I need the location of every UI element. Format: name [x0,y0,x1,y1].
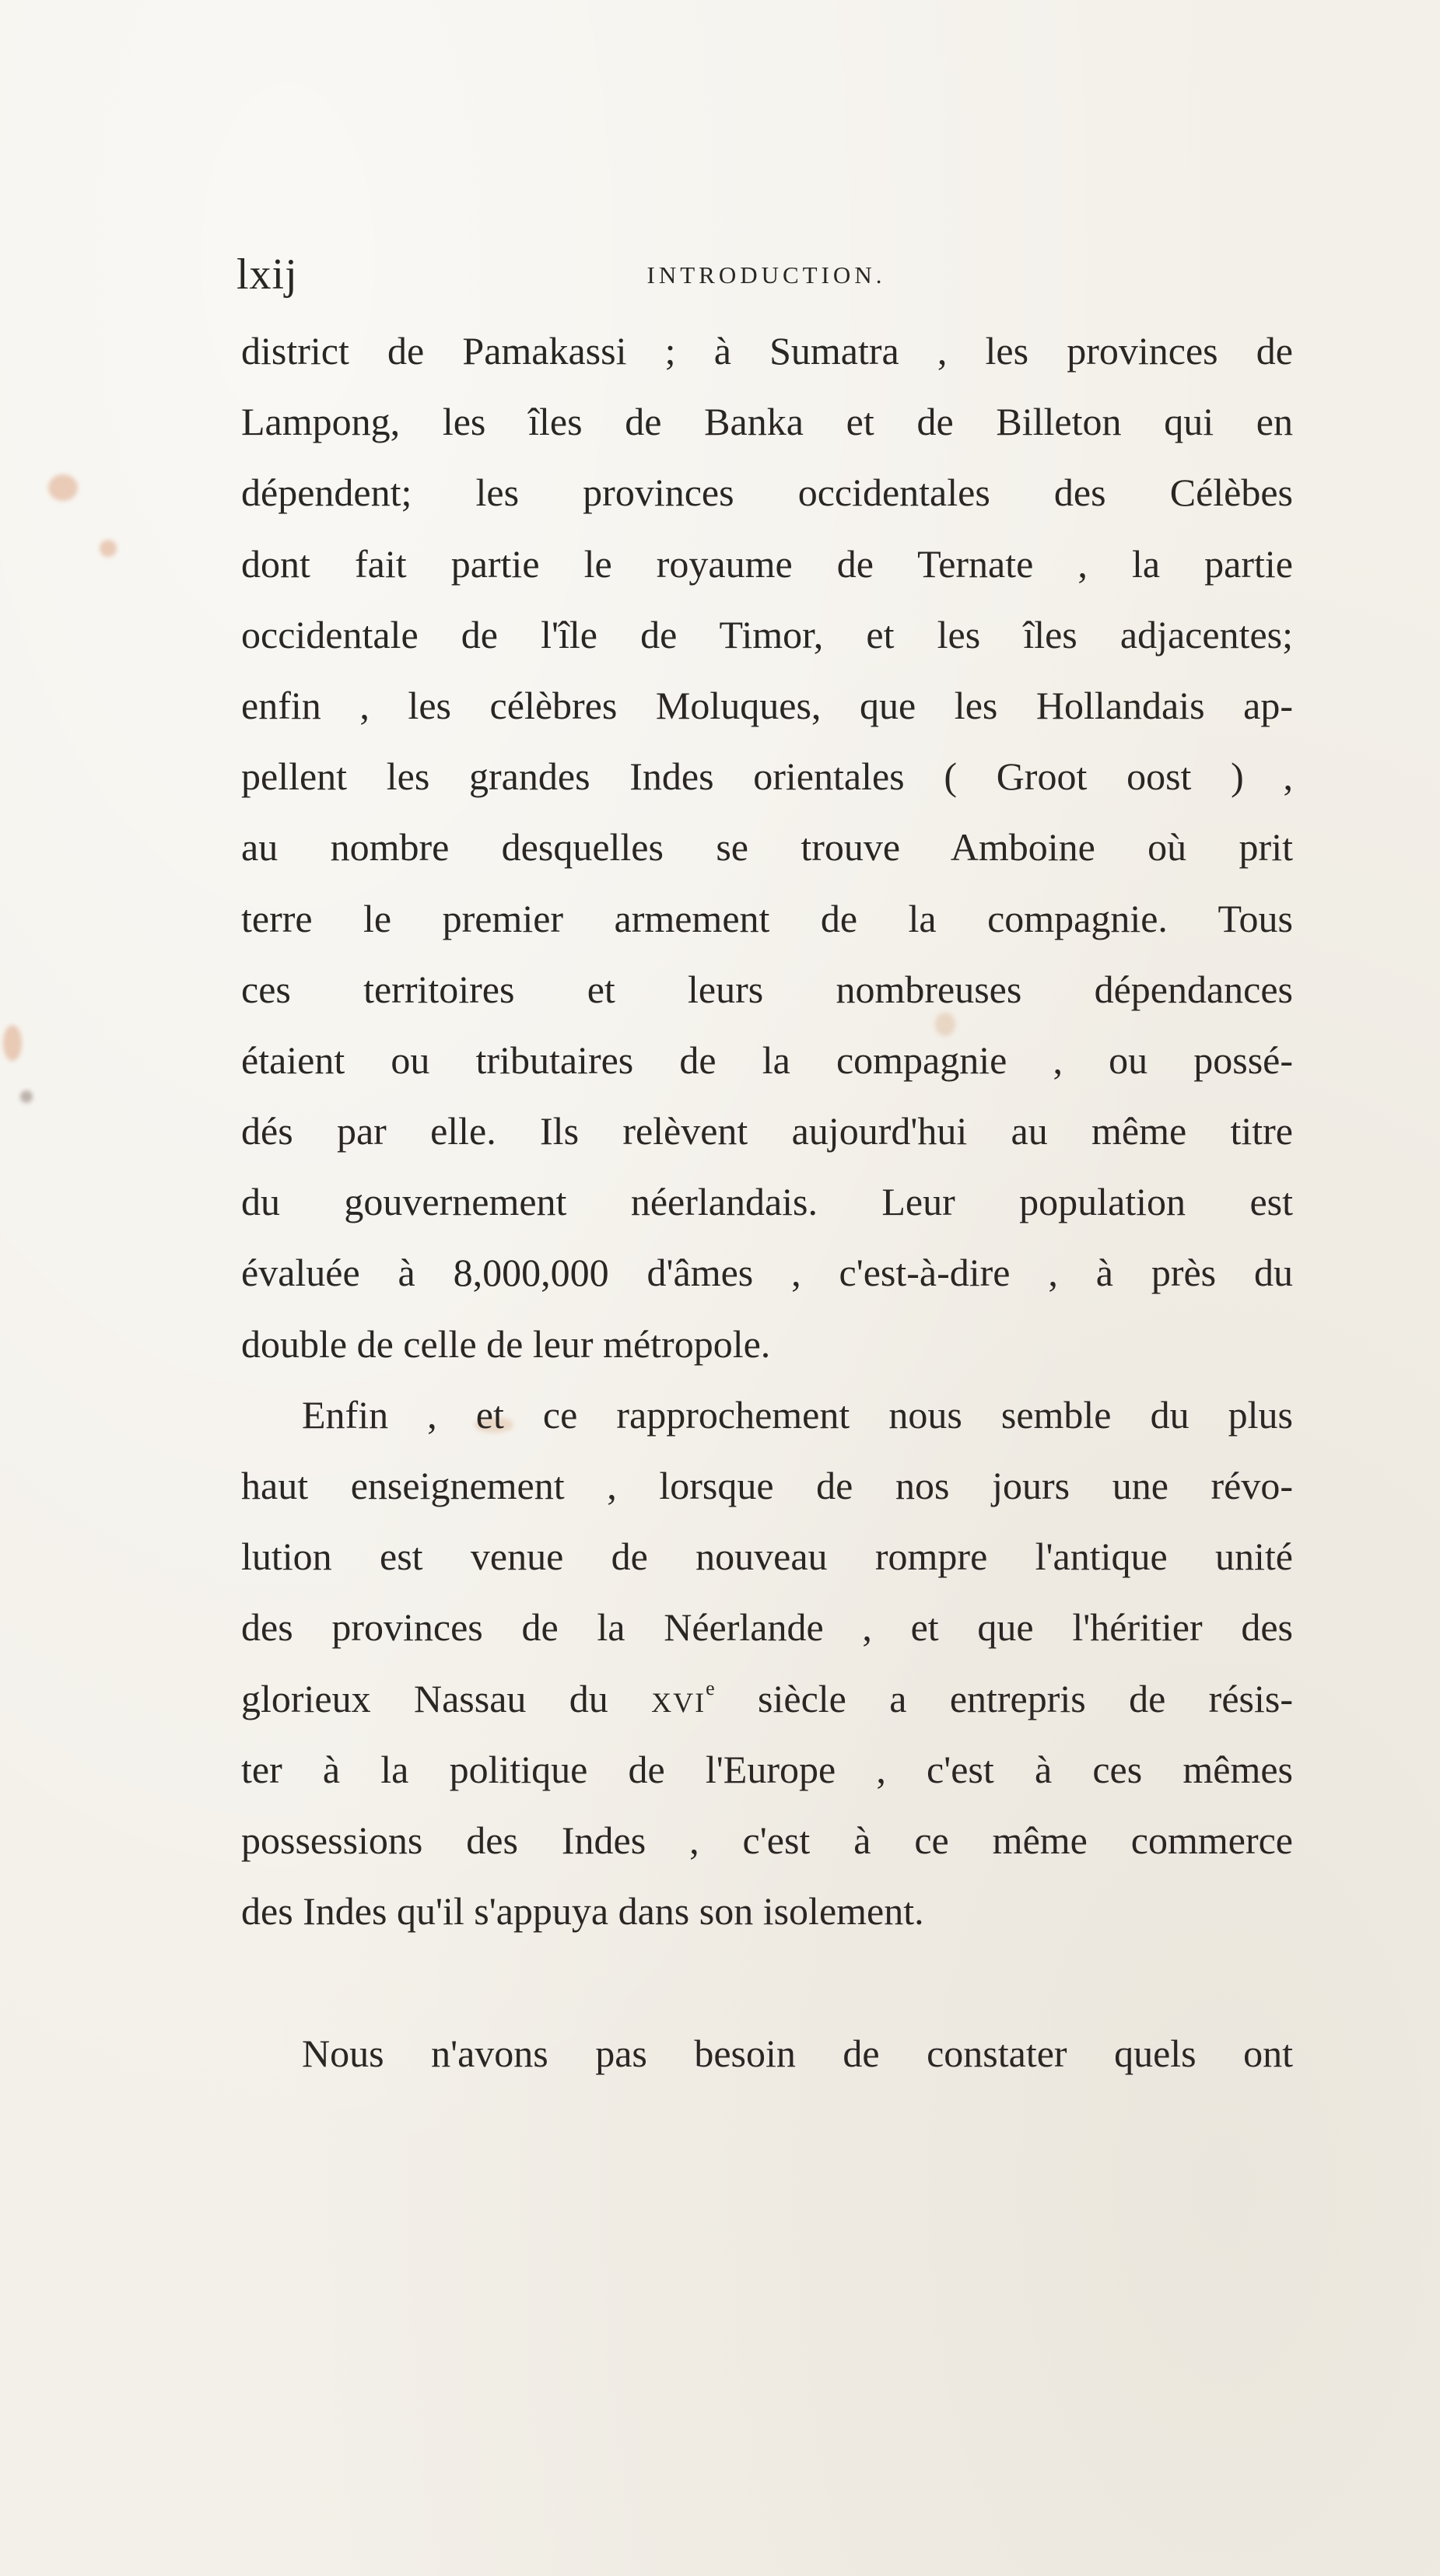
text-line: dépendent; les provinces occidentales des Célèbes [241,471,1293,515]
text-line: ter à la politique de l'Europe , c'est à ces mêmes [241,1747,1293,1791]
text-line: des Indes qu'il s'appuya dans son isolement. [241,1889,924,1934]
century-numeral: XVI [651,1686,706,1718]
text-line: occidentale de l'île de Timor, et les îles adjacentes; [241,612,1293,656]
text-line: Lampong, les îles de Banka et de Billeton qui en [241,400,1293,444]
text-line: Enfin , et ce rapprochement nous semble du plus [302,1392,1293,1437]
text-line: étaient ou tributaires de la compagnie , ou possé- [241,1038,1293,1082]
foxing-stain [20,1090,33,1103]
text-line: terre le premier armement de la compagnie. Tous [241,896,1293,940]
running-head: INTRODUCTION. [646,261,886,289]
paragraph-1 [241,316,1293,1380]
text-line: district de Pamakassi ; à Sumatra , les provinces de [241,329,1293,373]
superscript: e [706,1676,715,1699]
text-line: au nombre desquelles se trouve Amboine où prit [241,825,1293,870]
text-line: pellent les grandes Indes orientales ( Groot oost ) , [241,754,1293,799]
paragraph-2 [241,1380,1293,1948]
text-line: dés par elle. Ils relèvent aujourd'hui au même titre [241,1109,1293,1153]
page-header [236,247,1296,302]
text-line: des provinces de la Néerlande , et que l'héritier des [241,1605,1293,1650]
paragraph-gap [241,1947,1293,2018]
text-fragment: siècle a entrepris de résis- [714,1676,1293,1720]
text-line: ces territoires et leurs nombreuses dépendances [241,967,1293,1011]
body-text [241,316,1293,2089]
text-line: enfin , les célèbres Moluques, que les Hollandais ap- [241,683,1293,727]
text-fragment: glorieux Nassau du [241,1676,652,1720]
text-line: haut enseignement , lorsque de nos jours une révo- [241,1464,1293,1507]
text-line: du gouvernement néerlandais. Leur population est [241,1180,1293,1224]
text-line: lution est venue de nouveau rompre l'antique unité [241,1535,1293,1579]
text-line: double de celle de leur métropole. [241,1321,771,1366]
foxing-stain [48,474,78,501]
page-number: lxij [236,250,298,299]
text-line: Nous n'avons pas besoin de constater quels ont [302,2031,1293,2075]
text-line [241,1664,1293,1734]
foxing-stain [100,540,117,557]
foxing-stain [3,1025,22,1061]
paragraph-3 [241,2018,1293,2089]
text-line: possessions des Indes , c'est à ce même commerce [241,1818,1293,1862]
text-line: évaluée à 8,000,000 d'âmes , c'est-à-dire , à près du [241,1251,1293,1295]
text-line: dont fait partie le royaume de Ternate , la partie [241,541,1293,586]
